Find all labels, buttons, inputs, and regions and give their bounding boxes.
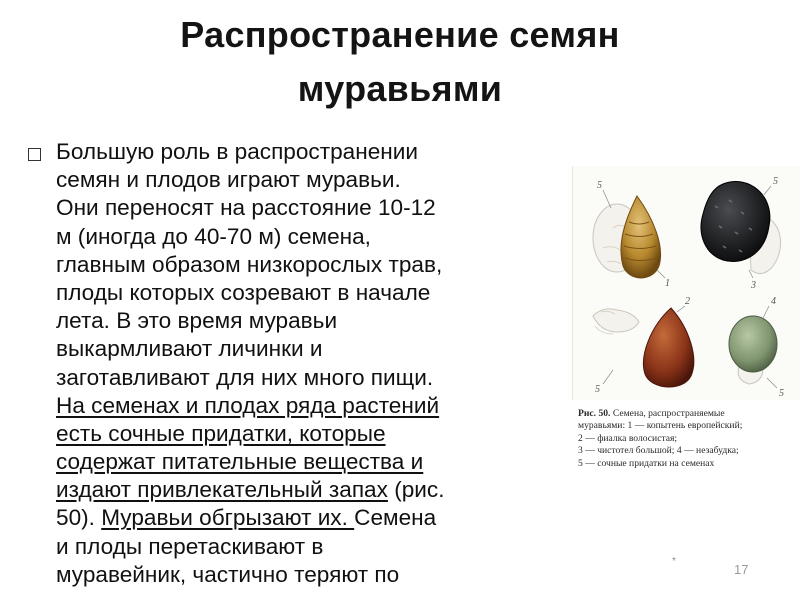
underlined-text: Муравьи обгрызают их.: [101, 505, 355, 531]
body-line-mixed: [56, 504, 576, 532]
figure-label: 5: [773, 176, 778, 187]
slide-number: 17: [734, 562, 749, 577]
body-line-underlined: [56, 448, 576, 476]
figure-reference-end: 50).: [56, 505, 102, 531]
body-line: и плоды перетаскивают в: [56, 533, 324, 559]
body-line-underlined: [56, 392, 576, 420]
figure-caption: [578, 408, 800, 470]
figure-label: 5: [597, 180, 602, 191]
figure-label: 5: [779, 388, 784, 399]
body-line: семян и плодов играют муравьи.: [56, 167, 401, 193]
caption-line-1: [578, 408, 800, 420]
body-paragraph: [56, 138, 576, 589]
caption-line-3: 2 — фиалка волосистая;: [578, 432, 678, 444]
slide-title: [0, 8, 800, 116]
underlined-text: есть сочные придатки, которые: [56, 420, 386, 446]
seed-2-viola: [593, 308, 694, 387]
figure-label: 1: [665, 278, 670, 289]
seed-illustration: [572, 166, 800, 400]
figure-label: 5: [595, 384, 600, 395]
body-fragment: Семена: [354, 505, 437, 531]
body-line: муравейник, частично теряют по: [56, 561, 400, 587]
caption-figure-number: Рис. 50.: [578, 408, 611, 419]
seed-1-asarum: [593, 196, 661, 278]
body-line-mixed: [56, 476, 576, 504]
seed-4-myosotis: [729, 316, 777, 384]
caption-line-5: 5 — сочные придатки на семенах: [578, 457, 715, 469]
caption-line-2: муравьями: 1 — копытень европейский;: [578, 420, 743, 432]
body-line: заготавливают для них много пищи.: [56, 364, 434, 390]
body-line: Большую роль в распространении: [56, 139, 418, 164]
bullet-square-icon: [28, 148, 41, 161]
underlined-text: На семенах и плодах ряда растений: [56, 392, 440, 418]
caption-text: Семена, распространяемые: [610, 408, 725, 419]
seed-illustration-svg: [573, 166, 800, 400]
body-line: лета. В это время муравьи: [56, 308, 338, 334]
body-line: м (иногда до 40-70 м) семена,: [56, 223, 371, 249]
underlined-text: издают привлекательный запах: [56, 477, 388, 503]
figure-label: 4: [771, 296, 776, 307]
body-line: плоды которых созревают в начале: [56, 279, 431, 305]
body-line: выкармливают личинки и: [56, 336, 323, 362]
underlined-text: содержат питательные вещества и: [56, 449, 424, 475]
figure-reference: (рис.: [387, 477, 445, 503]
figure-label: 2: [685, 296, 690, 307]
slide-title-line-1: Распространение семян: [180, 14, 620, 55]
figure-label: 3: [751, 280, 756, 291]
footnote-star: *: [672, 556, 676, 567]
body-line: Они переносят на расстояние 10-12: [56, 195, 436, 221]
caption-line-4: 3 — чистотел большой; 4 — незабудка;: [578, 445, 739, 457]
seed-3-chelidonium: [701, 182, 780, 274]
slide-title-line-2: муравьями: [297, 68, 503, 109]
body-line-underlined: [56, 420, 576, 448]
body-line: главным образом низкорослых трав,: [56, 251, 443, 277]
